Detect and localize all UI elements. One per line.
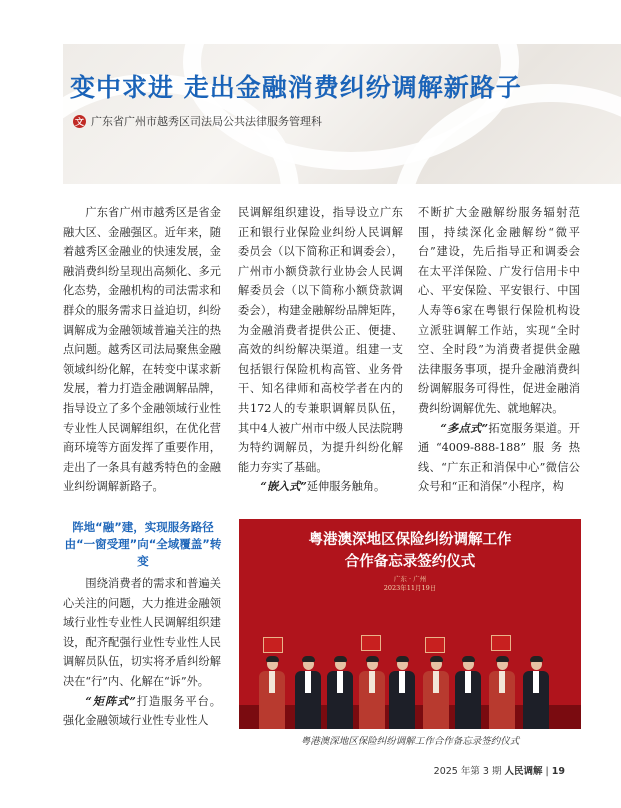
person-figure [259,658,285,729]
article-title: 变中求进 走出金融消费纠纷调解新路子 [70,73,522,102]
person-figure [523,658,549,729]
page-number: 19 [551,766,565,777]
person-figure [489,658,515,729]
document-folder [425,637,445,653]
kicker: “多点式” [440,420,489,435]
section-subhead: 阵地“融”建，实现服务路径由“一窗受理”向“全域覆盖”转变 [64,520,222,568]
kicker: “嵌入式” [260,479,307,494]
person-figure [423,658,449,729]
photo-banner-title [239,529,581,573]
author-name: 广东省广州市越秀区司法局公共法律服务管理科 [91,115,322,128]
paragraph: 民调解组织建设，指导设立广东正和银行业保险业纠纷人民调解委员会（以下简称正和调委会），广州市小额贷款行业协会人民调解委员会（以下简称小额贷款调委会），构建金融解纷品牌矩阵，为金融消费者提供公正、便捷、高效的纠纷解决渠道。组建一支包括银行保险机构高管、业务骨干、知名律师和高校学者在内的共172人的专兼职调解员队伍，其中4人被广州市中级人民法院聘为特约调解员，为提升纠纷化解能力夯实了基础。 [238,206,403,474]
folio-divider: | [545,766,549,777]
paragraph: 围绕消费者的需求和普遍关心关注的问题，大力推进金融领域行业性专业性人民调解组织建设，配齐配强行业性专业性人民调解员队伍，切实将矛盾纠纷解决在“行”内、化解在“诉”外。 [63,577,221,688]
magazine-name: 人民调解 [504,766,543,777]
person-figure [455,658,481,729]
photo-banner-line-1: 粤港澳深地区保险纠纷调解工作 [308,531,512,548]
issue-number: 2025 年第 3 期 [433,766,502,777]
photo-date: 2023年11月19日 [383,584,437,592]
kicker: “矩阵式” [85,693,136,708]
document-folder [263,637,283,653]
person-figure [295,658,321,729]
photo-banner-line-2: 合作备忘录签约仪式 [344,553,476,570]
signing-ceremony-photo [239,519,581,729]
person-figure [327,658,353,729]
paragraph [63,692,221,731]
body-column-4 [63,574,221,731]
paragraph: 广东省广州市越秀区是省金融大区、金融强区。近年来，随着越秀区金融业的快速发展，金融消费纠纷呈现出高频化、多元化态势，金融机构的司法需求和群众的服务需求日益迫切，纠纷调解成为金融领域普遍关注的热点问题。越秀区司法局聚焦金融领域纠纷化解，在转变中谋求新发展，着力打造金融调解品牌，指导设立了多个金融领域行业性专业性人民调解组织，在优化营商环境等方面发挥了重要作用，走出了一条具有越秀特色的金融业纠纷调解新路子。 [63,206,221,494]
paragraph [418,419,580,497]
person-figure [359,658,385,729]
photo-venue-date [239,575,581,593]
body-column-1 [63,203,221,497]
photo-caption: 粤港澳深地区保险纠纷调解工作合作备忘录签约仪式 [300,736,520,747]
document-folder [361,635,381,651]
kicker-text: 打造服务平台。强化金融领域行业性专业性人 [63,694,221,728]
page-folio [434,763,565,777]
paragraph [238,477,403,497]
body-column-2 [238,203,403,497]
body-column-3 [418,203,580,497]
kicker-text: 拓宽服务渠道。开通“4009-888-188”服务热线、“广东正和消保中心”微信公众号和“正和消保”小程序，构 [418,421,580,494]
author-line [73,113,322,129]
paragraph: 不断扩大金融解纷服务辐射范围，持续深化金融解纷“微平台”建设，先后指导正和调委会在太平洋保险、广发行信用卡中心、平安保险、平安银行、中国人寿等6家在粤银行保险机构设立派驻调解工作站，实现“全时空、全时段”为消费者提供金融法律服务事项，提升金融消费纠纷调解服务可得性，促进金融消费纠纷调解优先、就地解决。 [418,206,580,415]
kicker-text: 延伸服务触角。 [306,480,386,494]
author-mark-icon: 文 [73,115,86,128]
photo-venue: 广东 · 广州 [393,575,427,583]
person-figure [389,658,415,729]
document-folder [491,635,511,651]
